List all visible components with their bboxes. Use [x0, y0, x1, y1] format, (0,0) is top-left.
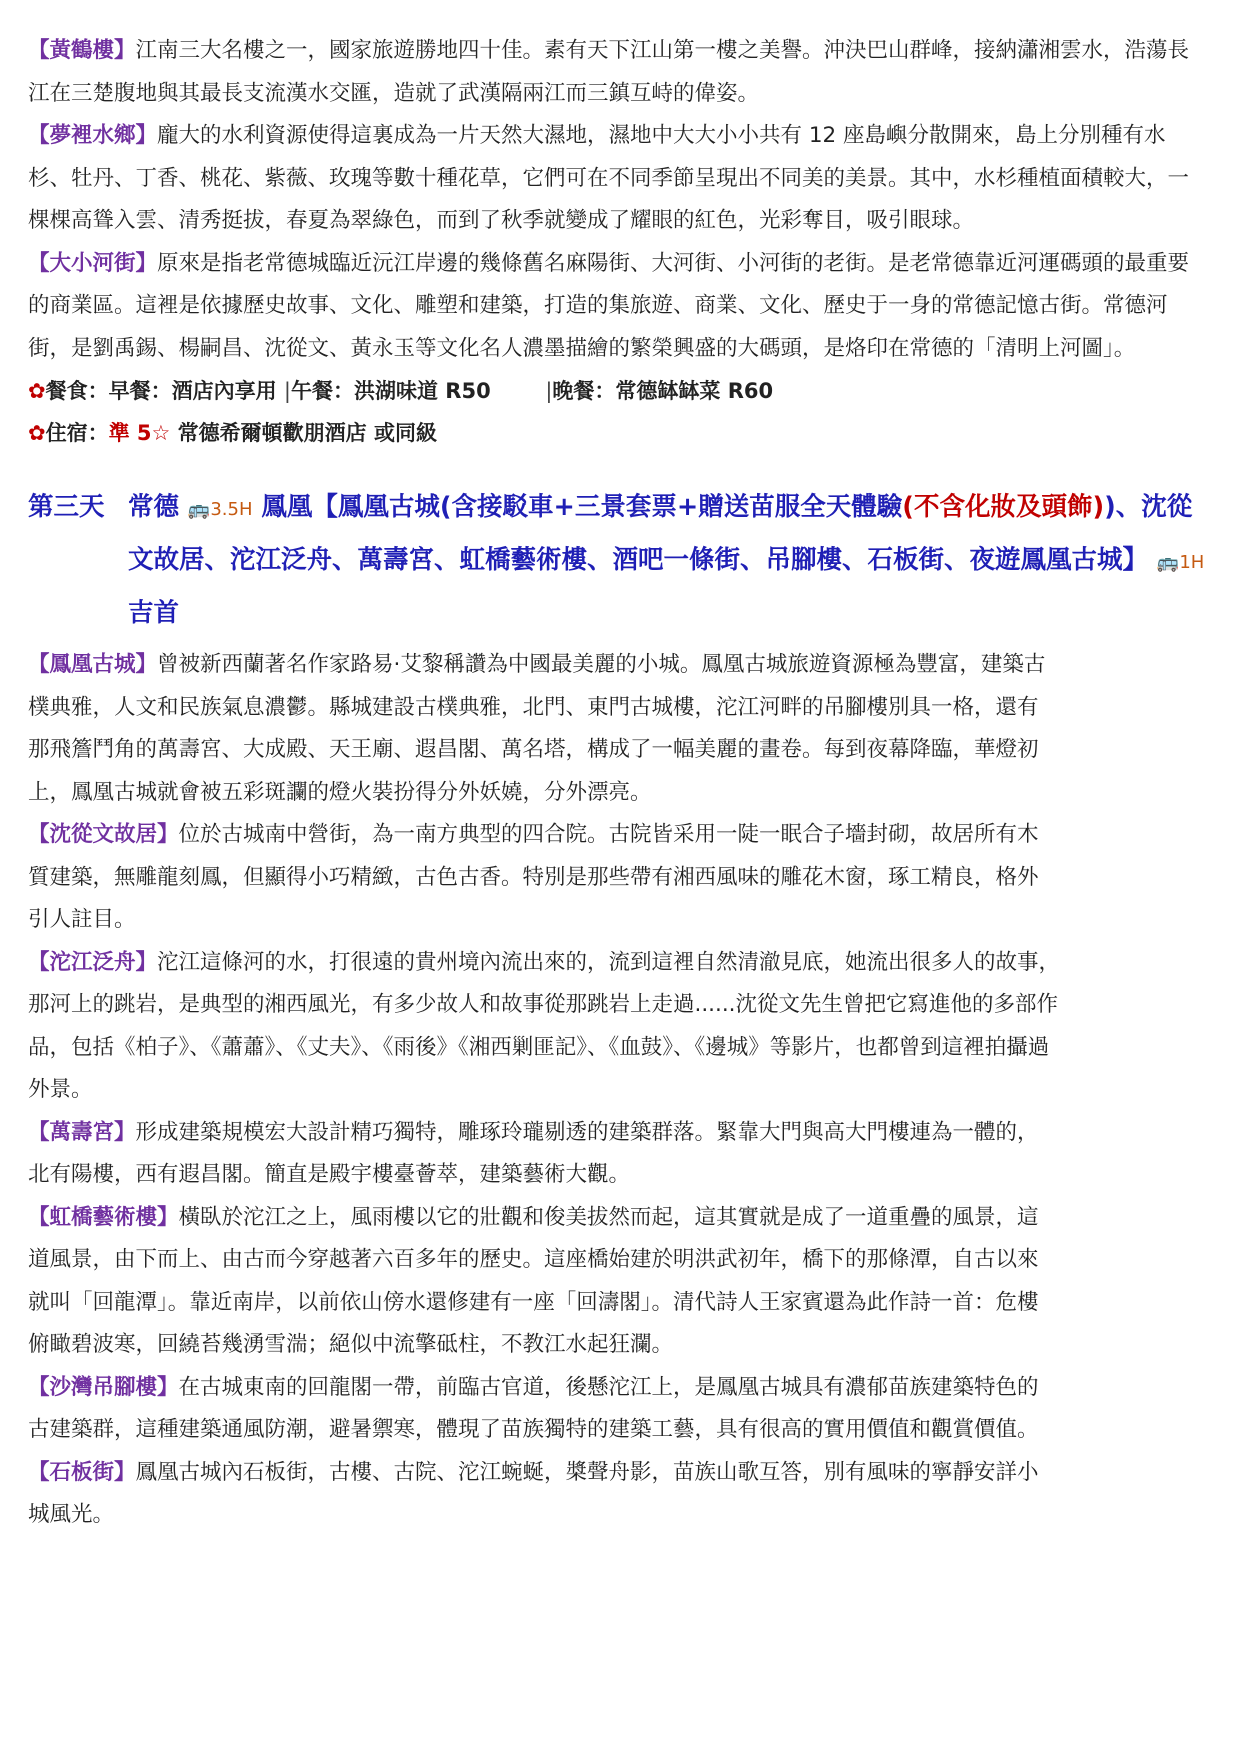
separator: |	[283, 379, 291, 403]
attraction-tag: 【沈從文故居】	[28, 822, 179, 847]
day-heading	[28, 482, 1213, 638]
meals-row	[28, 370, 1213, 412]
travel-time: 1H	[1179, 552, 1205, 573]
attraction-tag: 【大小河街】	[28, 250, 158, 276]
day-title	[128, 482, 1213, 638]
attraction-text: 在古城東南的回龍閣一帶，前臨古官道，後懸沱江上，是鳳凰古城具有濃郁苗族建築特色的古建築群，這種建築通風防潮，避暑禦寒，體現了苗族獨特的建築工藝，具有很高的實用價值和觀賞價值。	[28, 1374, 1039, 1442]
attraction-paragraph	[28, 1367, 1058, 1452]
flower-icon: ✿	[28, 379, 46, 403]
breakfast: 早餐：酒店內享用	[108, 379, 277, 403]
attraction-paragraph	[28, 814, 1058, 942]
attraction-paragraph	[28, 1197, 1058, 1367]
attraction-text: 龐大的水利資源使得這裏成為一片天然大濕地，濕地中大大小小共有 12 座島嶼分散開來，島上分別種有水杉、牡丹、丁香、桃花、紫薇、玫瑰等數十種花草，它們可在不同季節呈現出不同美的美景。其中，水杉種植面積較大，一棵棵高聳入雲、清秀挺拔，春夏為翠綠色，而到了秋季就變成了耀眼的紅色，光彩奪目，吸引眼球。	[28, 123, 1190, 233]
day-itinerary-note: (不含化妝及頭飾)	[902, 492, 1105, 522]
day-to: 鳳凰	[261, 492, 313, 522]
attraction-text: 位於古城南中營街，為一南方典型的四合院。古院皆采用一陡一眠合子墻封砌，故居所有木質建築，無雕龍刻鳳，但顯得小巧精緻，古色古香。特別是那些帶有湘西風味的雕花木窗，琢工精良，格外引人註目。	[28, 822, 1039, 932]
day-label: 第三天	[28, 492, 105, 522]
attraction-paragraph	[28, 30, 1208, 115]
attraction-paragraph	[28, 942, 1068, 1112]
flower-icon: ✿	[28, 421, 46, 445]
attraction-paragraph	[28, 1112, 1048, 1197]
day-itinerary-a: 【鳳凰古城(含接駁車+三景套票+贈送苗服全天體驗	[312, 492, 903, 522]
attraction-text: 曾被新西蘭著名作家路易·艾黎稱讚為中國最美麗的小城。鳳凰古城旅遊資源極為豐富，建築古樸典雅，人文和民族氣息濃鬱。縣城建設古樸典雅，北門、東門古城樓，沱江河畔的吊腳樓別具一格，還有那飛簷鬥角的萬壽宮、大成殿、天王廟、遐昌閣、萬名塔，構成了一幅美麗的畫卷。每到夜幕降臨，華燈初上，鳳凰古城就會被五彩斑讕的燈火裝扮得分外妖嬈，分外漂亮。	[28, 652, 1046, 805]
travel-time: 3.5H	[210, 499, 253, 520]
attraction-tag: 【虹橋藝術樓】	[28, 1204, 179, 1230]
bus-icon: 🚌	[187, 499, 211, 520]
attraction-paragraph	[28, 115, 1208, 243]
attraction-section-1	[28, 30, 1213, 370]
day-destination: 吉首	[128, 598, 180, 628]
attraction-tag: 【萬壽宮】	[28, 1119, 136, 1145]
attraction-section-2	[28, 644, 1213, 1537]
attraction-tag: 【鳳凰古城】	[28, 652, 158, 677]
day-itinerary-b: )、沈從文故居、沱江泛舟、萬壽宮、虹橋藝術樓、酒吧一條街、吊腳樓、石板街、夜遊鳳凰古城】	[128, 492, 1193, 575]
bus-icon: 🚌	[1156, 552, 1180, 573]
lunch: 午餐：洪湖味道 R50	[291, 379, 491, 403]
attraction-paragraph	[28, 644, 1058, 814]
attraction-text: 鳳凰古城內石板街，古樓、古院、沱江蜿蜒，槳聲舟影，苗族山歌互答，別有風味的寧靜安詳小城風光。	[28, 1459, 1039, 1527]
attraction-paragraph	[28, 243, 1208, 371]
hotel-row	[28, 412, 1213, 454]
hotel-label: 住宿：	[45, 421, 109, 445]
attraction-tag: 【石板街】	[28, 1459, 136, 1485]
attraction-tag: 【夢裡水鄉】	[28, 123, 158, 148]
page	[28, 30, 1213, 1537]
separator: |	[545, 379, 553, 403]
hotel-name: 常德希爾頓歡朋酒店 或同級	[177, 421, 437, 445]
day-from: 常德	[128, 492, 180, 522]
hotel-star-rating: 準 5☆	[108, 421, 171, 445]
attraction-text: 江南三大名樓之一，國家旅遊勝地四十佳。素有天下江山第一樓之美譽。沖決巴山群峰，接納瀟湘雲水，浩蕩長江在三楚腹地與其最長支流漢水交匯，造就了武漢隔兩江而三鎮互峙的偉姿。	[28, 38, 1190, 106]
attraction-text: 沱江這條河的水，打很遠的貴州境內流出來的，流到這裡自然清澈見底，她流出很多人的故事，那河上的跳岩，是典型的湘西風光，有多少故人和故事從那跳岩上走過......沈從文先生曾把它寫進他的多部作品，包括《柏子》、《蕭蕭》、《丈夫》、《雨後》《湘西剿匪記》、《血鼓》、《邊城》等影片，也都曾到這裡拍攝過外景。	[28, 949, 1061, 1102]
attraction-tag: 【沙灣吊腳樓】	[28, 1374, 179, 1400]
attraction-text: 橫臥於沱江之上，風雨樓以它的壯觀和俊美拔然而起，這其實就是成了一道重疊的風景，這道風景，由下而上、由古而今穿越著六百多年的歷史。這座橋始建於明洪武初年，橋下的那條潭，自古以來就叫「回龍潭」。靠近南岸，以前依山傍水還修建有一座「回濤閣」。清代詩人王家賓還為此作詩一首：危樓俯瞰碧波寒，回繞苔幾湧雪湍；絕似中流擎砥柱，不教江水起狂瀾。	[28, 1204, 1039, 1357]
dinner: 晚餐：常德缽缽菜 R60	[552, 379, 774, 403]
attraction-text: 形成建築規模宏大設計精巧獨特，雕琢玲瓏剔透的建築群落。緊靠大門與高大門樓連為一體的，北有陽樓，西有遐昌閣。簡直是殿宇樓臺薈萃，建築藝術大觀。	[28, 1119, 1039, 1187]
attraction-paragraph	[28, 1452, 1048, 1537]
attraction-tag: 【沱江泛舟】	[28, 949, 158, 975]
attraction-text: 原來是指老常德城臨近沅江岸邊的幾條舊名麻陽街、大河街、小河街的老街。是老常德靠近河運碼頭的最重要的商業區。這裡是依據歷史故事、文化、雕塑和建築，打造的集旅遊、商業、文化、歷史于一身的常德記憶古街。常德河街，是劉禹錫、楊嗣昌、沈從文、黃永玉等文化名人濃墨描繪的繁榮興盛的大碼頭，是烙印在常德的「清明上河圖」。	[28, 250, 1190, 361]
meals-label: 餐食：	[45, 379, 109, 403]
attraction-tag: 【黃鶴樓】	[28, 38, 136, 63]
